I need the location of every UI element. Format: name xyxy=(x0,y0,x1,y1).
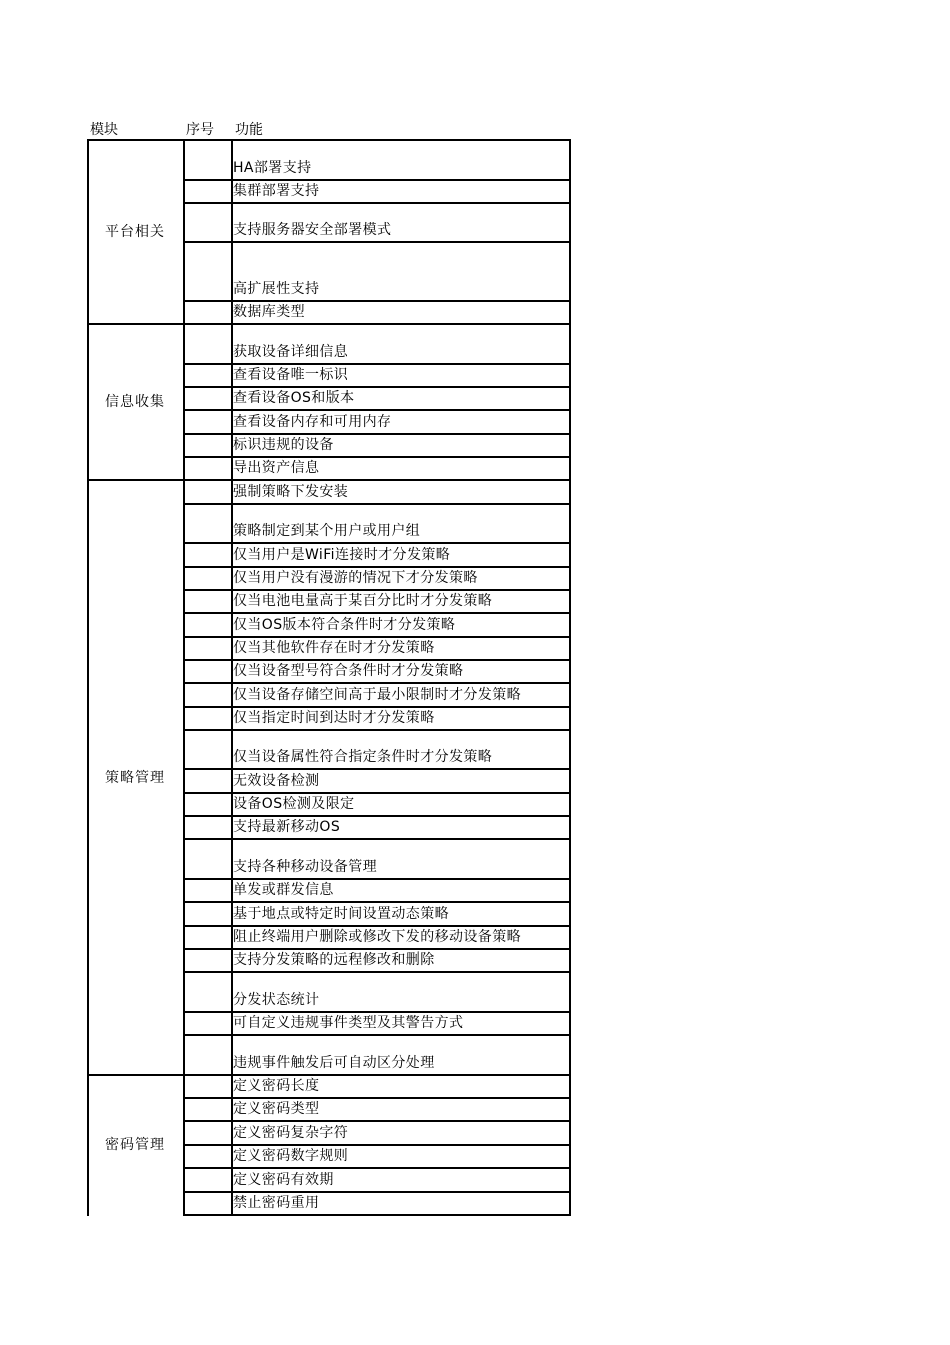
function-left-border xyxy=(231,139,233,1216)
row-border xyxy=(183,1097,571,1099)
function-cell: 无效设备检测 xyxy=(233,773,320,789)
function-cell: 支持分发策略的远程修改和删除 xyxy=(233,952,435,968)
row-border xyxy=(183,1214,571,1216)
module-cell: 密码管理 xyxy=(105,1137,165,1153)
row-border xyxy=(183,363,571,365)
module-cell: 平台相关 xyxy=(105,224,165,240)
row-border xyxy=(183,612,571,614)
module-cell: 策略管理 xyxy=(105,769,165,786)
function-cell: 定义密码长度 xyxy=(233,1078,320,1094)
function-cell: 仅当其他软件存在时才分发策略 xyxy=(233,640,435,656)
row-border xyxy=(183,1074,571,1076)
seq-left-border xyxy=(183,139,185,1216)
row-border xyxy=(183,729,571,731)
row-border xyxy=(183,706,571,708)
function-cell: 标识违规的设备 xyxy=(233,437,334,453)
row-border xyxy=(183,542,571,544)
row-border xyxy=(183,479,571,481)
function-cell: 支持各种移动设备管理 xyxy=(233,859,377,875)
row-border xyxy=(183,1011,571,1013)
row-border xyxy=(183,636,571,638)
row-border xyxy=(183,901,571,903)
row-border xyxy=(183,1120,571,1122)
function-cell: 高扩展性支持 xyxy=(233,281,320,297)
row-border xyxy=(183,1034,571,1036)
function-cell: 仅当设备型号符合条件时才分发策略 xyxy=(233,663,464,679)
row-border xyxy=(183,1191,571,1193)
function-cell: 单发或群发信息 xyxy=(233,882,334,898)
row-border xyxy=(183,433,571,435)
row-border xyxy=(183,792,571,794)
function-cell: 定义密码数字规则 xyxy=(233,1148,349,1164)
header-module: 模块 xyxy=(90,122,118,138)
function-cell: 定义密码有效期 xyxy=(233,1172,334,1188)
row-border xyxy=(183,589,571,591)
function-cell: 仅当设备存储空间高于最小限制时才分发策略 xyxy=(233,687,521,703)
function-cell: 查看设备OS和版本 xyxy=(233,390,355,406)
row-border xyxy=(183,971,571,973)
row-border xyxy=(183,409,571,411)
function-cell: 仅当指定时间到达时才分发策略 xyxy=(233,710,435,726)
function-cell: 仅当OS版本符合条件时才分发策略 xyxy=(233,617,456,633)
function-cell: 可自定义违规事件类型及其警告方式 xyxy=(233,1015,464,1031)
row-border xyxy=(183,456,571,458)
row-border xyxy=(183,925,571,927)
function-cell: 集群部署支持 xyxy=(233,183,320,199)
row-border xyxy=(183,948,571,950)
row-border xyxy=(183,179,571,181)
function-cell: 定义密码复杂字符 xyxy=(233,1125,349,1141)
function-cell: 强制策略下发安装 xyxy=(233,484,349,500)
function-cell: 仅当用户是WiFi连接时才分发策略 xyxy=(233,547,451,563)
row-border xyxy=(183,1144,571,1146)
function-cell: 仅当用户没有漫游的情况下才分发策略 xyxy=(233,570,478,586)
function-cell: 导出资产信息 xyxy=(233,460,320,476)
function-cell: 查看设备唯一标识 xyxy=(233,367,349,383)
module-border xyxy=(87,323,183,325)
header-seq: 序号 xyxy=(186,122,214,138)
row-border xyxy=(183,878,571,880)
function-cell: 基于地点或特定时间设置动态策略 xyxy=(233,906,449,922)
module-cell: 信息收集 xyxy=(105,394,165,410)
row-border xyxy=(183,682,571,684)
function-cell: 数据库类型 xyxy=(233,304,305,320)
function-cell: 获取设备详细信息 xyxy=(233,344,349,360)
header-function: 功能 xyxy=(235,122,263,138)
function-cell: 禁止密码重用 xyxy=(233,1195,320,1211)
module-border xyxy=(87,479,183,481)
row-border xyxy=(183,503,571,505)
row-border xyxy=(183,1167,571,1169)
function-cell: 仅当设备属性符合指定条件时才分发策略 xyxy=(233,749,493,765)
row-border xyxy=(183,659,571,661)
function-cell: HA部署支持 xyxy=(233,160,312,176)
row-border xyxy=(183,323,571,325)
function-cell: 支持最新移动OS xyxy=(233,819,341,835)
function-cell: 违规事件触发后可自动区分处理 xyxy=(233,1055,435,1071)
row-border xyxy=(183,300,571,302)
row-border xyxy=(183,386,571,388)
row-border xyxy=(183,838,571,840)
module-border xyxy=(87,1074,183,1076)
table-right-border xyxy=(569,139,571,1216)
row-border xyxy=(183,241,571,243)
function-cell: 定义密码类型 xyxy=(233,1101,320,1117)
function-cell: 支持服务器安全部署模式 xyxy=(233,222,392,238)
function-cell: 阻止终端用户删除或修改下发的移动设备策略 xyxy=(233,929,521,945)
function-cell: 查看设备内存和可用内存 xyxy=(233,414,392,430)
row-border xyxy=(183,566,571,568)
row-border xyxy=(183,815,571,817)
function-cell: 分发状态统计 xyxy=(233,992,320,1008)
module-left-border xyxy=(87,139,89,1216)
row-border xyxy=(183,202,571,204)
table-top-border xyxy=(87,139,571,141)
function-cell: 仅当电池电量高于某百分比时才分发策略 xyxy=(233,593,493,609)
row-border xyxy=(183,768,571,770)
function-cell: 设备OS检测及限定 xyxy=(233,796,355,812)
function-cell: 策略制定到某个用户或用户组 xyxy=(233,523,421,539)
